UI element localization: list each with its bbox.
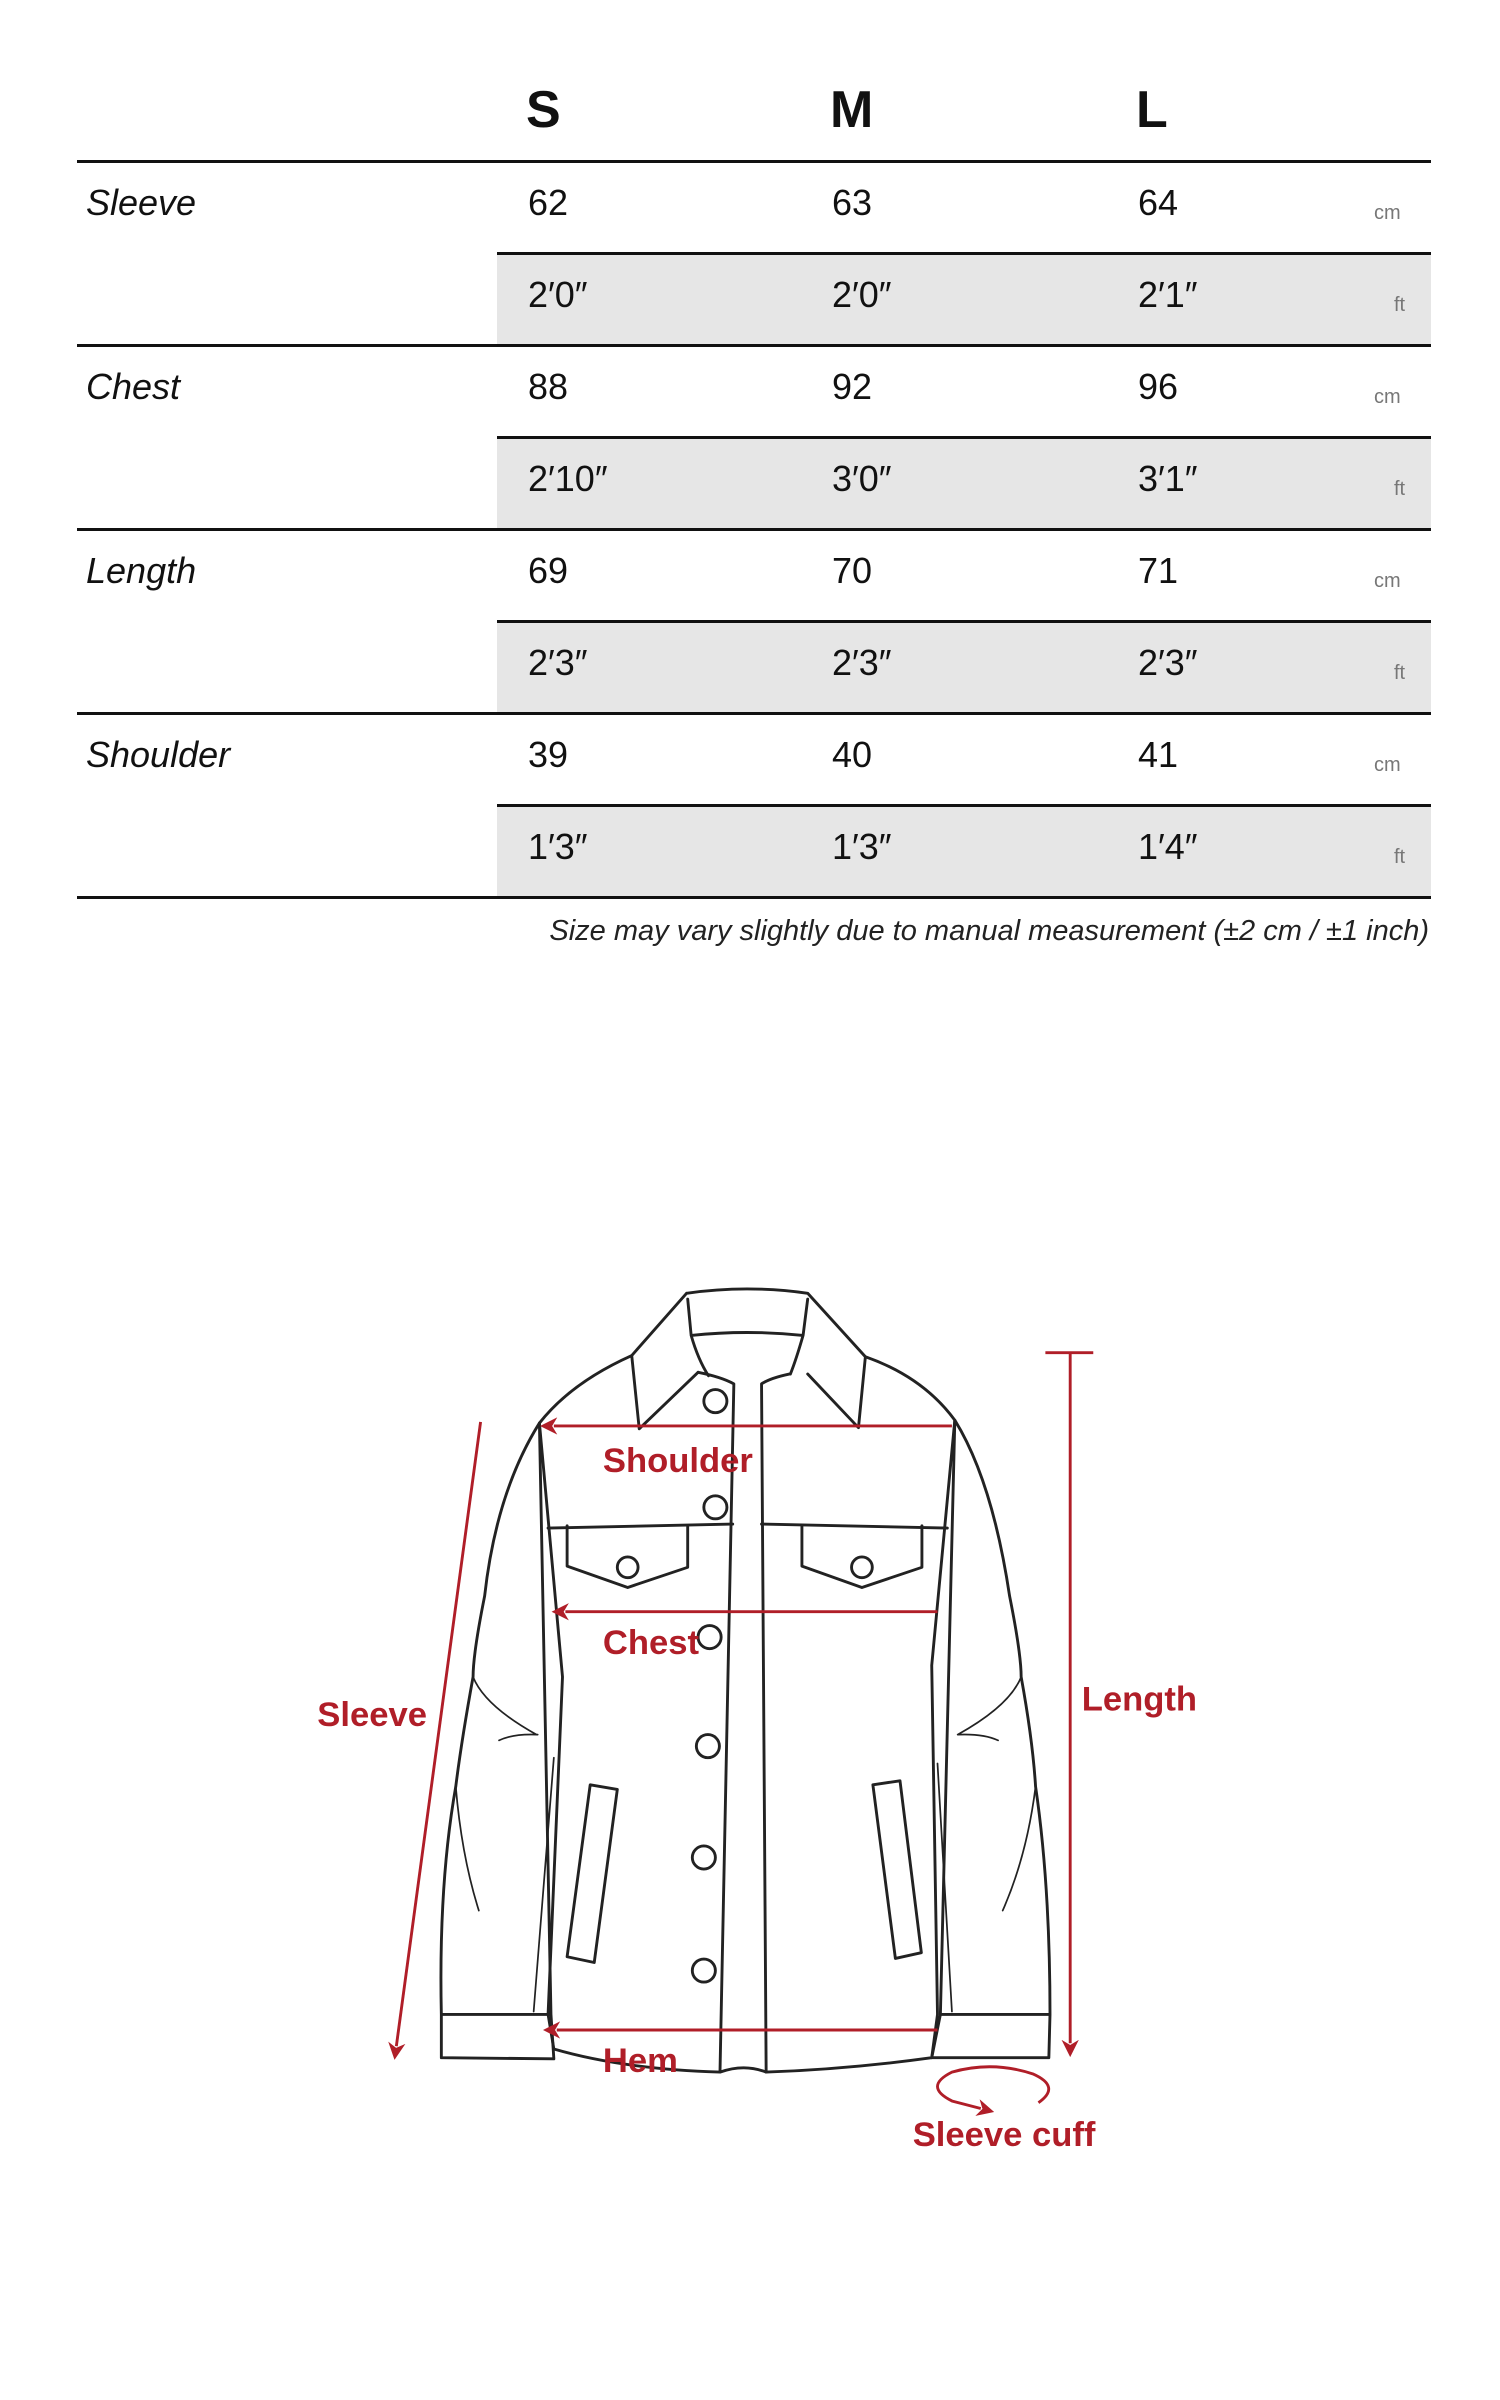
measurement-note: Size may vary slightly due to manual measurement (±2 cm / ±1 inch) bbox=[549, 915, 1429, 947]
ft-row-bg bbox=[497, 439, 1431, 528]
measure-label: Chest bbox=[86, 366, 181, 407]
ft-row-bg bbox=[497, 255, 1431, 344]
cm-value: 71 bbox=[1138, 550, 1179, 591]
cm-value: 64 bbox=[1138, 182, 1179, 223]
cm-value: 69 bbox=[528, 550, 569, 591]
group-divider bbox=[77, 344, 1431, 347]
ft-value: 2′3″ bbox=[1138, 642, 1198, 683]
measure-label: Shoulder bbox=[86, 734, 231, 775]
cm-value: 70 bbox=[832, 550, 873, 591]
ft-value: 2′10″ bbox=[528, 458, 608, 499]
unit-cm: cm bbox=[1374, 202, 1401, 224]
group-divider bbox=[77, 896, 1431, 899]
table-top-rule bbox=[77, 160, 1431, 163]
sleeve-cuff-label: Sleeve cuff bbox=[912, 2115, 1096, 2150]
cm-value: 39 bbox=[528, 734, 569, 775]
row-divider bbox=[497, 620, 1431, 623]
jacket-outline bbox=[441, 1289, 1050, 2072]
length-label: Length bbox=[1081, 1680, 1198, 1719]
ft-value: 3′1″ bbox=[1138, 458, 1198, 499]
ft-value: 2′0″ bbox=[832, 274, 892, 315]
row-divider bbox=[497, 252, 1431, 255]
ft-value: 3′0″ bbox=[832, 458, 892, 499]
sleeve-cuff-arrow bbox=[938, 2067, 1049, 2109]
cm-value: 92 bbox=[832, 366, 873, 407]
ft-value: 2′3″ bbox=[528, 642, 588, 683]
cm-value: 63 bbox=[832, 182, 873, 223]
measure-label: Sleeve bbox=[86, 182, 197, 223]
cm-value: 88 bbox=[528, 366, 569, 407]
jacket-diagram bbox=[300, 1250, 1200, 2150]
ft-value: 1′3″ bbox=[832, 826, 892, 867]
size-header-s: S bbox=[526, 81, 561, 139]
shoulder-label: Shoulder bbox=[602, 1442, 753, 1481]
ft-row-bg bbox=[497, 623, 1431, 712]
ft-value: 2′1″ bbox=[1138, 274, 1198, 315]
measure-label: Length bbox=[86, 550, 197, 591]
size-header-m: M bbox=[830, 81, 874, 139]
ft-value: 1′4″ bbox=[1138, 826, 1198, 867]
sleeve-arrow bbox=[396, 1422, 480, 2046]
row-divider bbox=[497, 436, 1431, 439]
unit-ft: ft bbox=[1394, 478, 1406, 500]
group-divider bbox=[77, 528, 1431, 531]
unit-ft: ft bbox=[1394, 294, 1406, 316]
unit-cm: cm bbox=[1374, 754, 1401, 776]
row-divider bbox=[497, 804, 1431, 807]
cm-value: 62 bbox=[528, 182, 569, 223]
unit-cm: cm bbox=[1374, 386, 1401, 408]
cm-value: 96 bbox=[1138, 366, 1179, 407]
size-header-l: L bbox=[1136, 81, 1168, 139]
ft-row-bg bbox=[497, 807, 1431, 896]
cm-value: 40 bbox=[832, 734, 873, 775]
chest-label: Chest bbox=[602, 1623, 700, 1662]
ft-value: 2′0″ bbox=[528, 274, 588, 315]
ft-value: 1′3″ bbox=[528, 826, 588, 867]
ft-value: 2′3″ bbox=[832, 642, 892, 683]
unit-ft: ft bbox=[1394, 846, 1406, 868]
unit-cm: cm bbox=[1374, 570, 1401, 592]
cm-value: 41 bbox=[1138, 734, 1179, 775]
sleeve-label: Sleeve bbox=[317, 1695, 428, 1734]
unit-ft: ft bbox=[1394, 662, 1406, 684]
hem-label: Hem bbox=[602, 2042, 678, 2081]
group-divider bbox=[77, 712, 1431, 715]
